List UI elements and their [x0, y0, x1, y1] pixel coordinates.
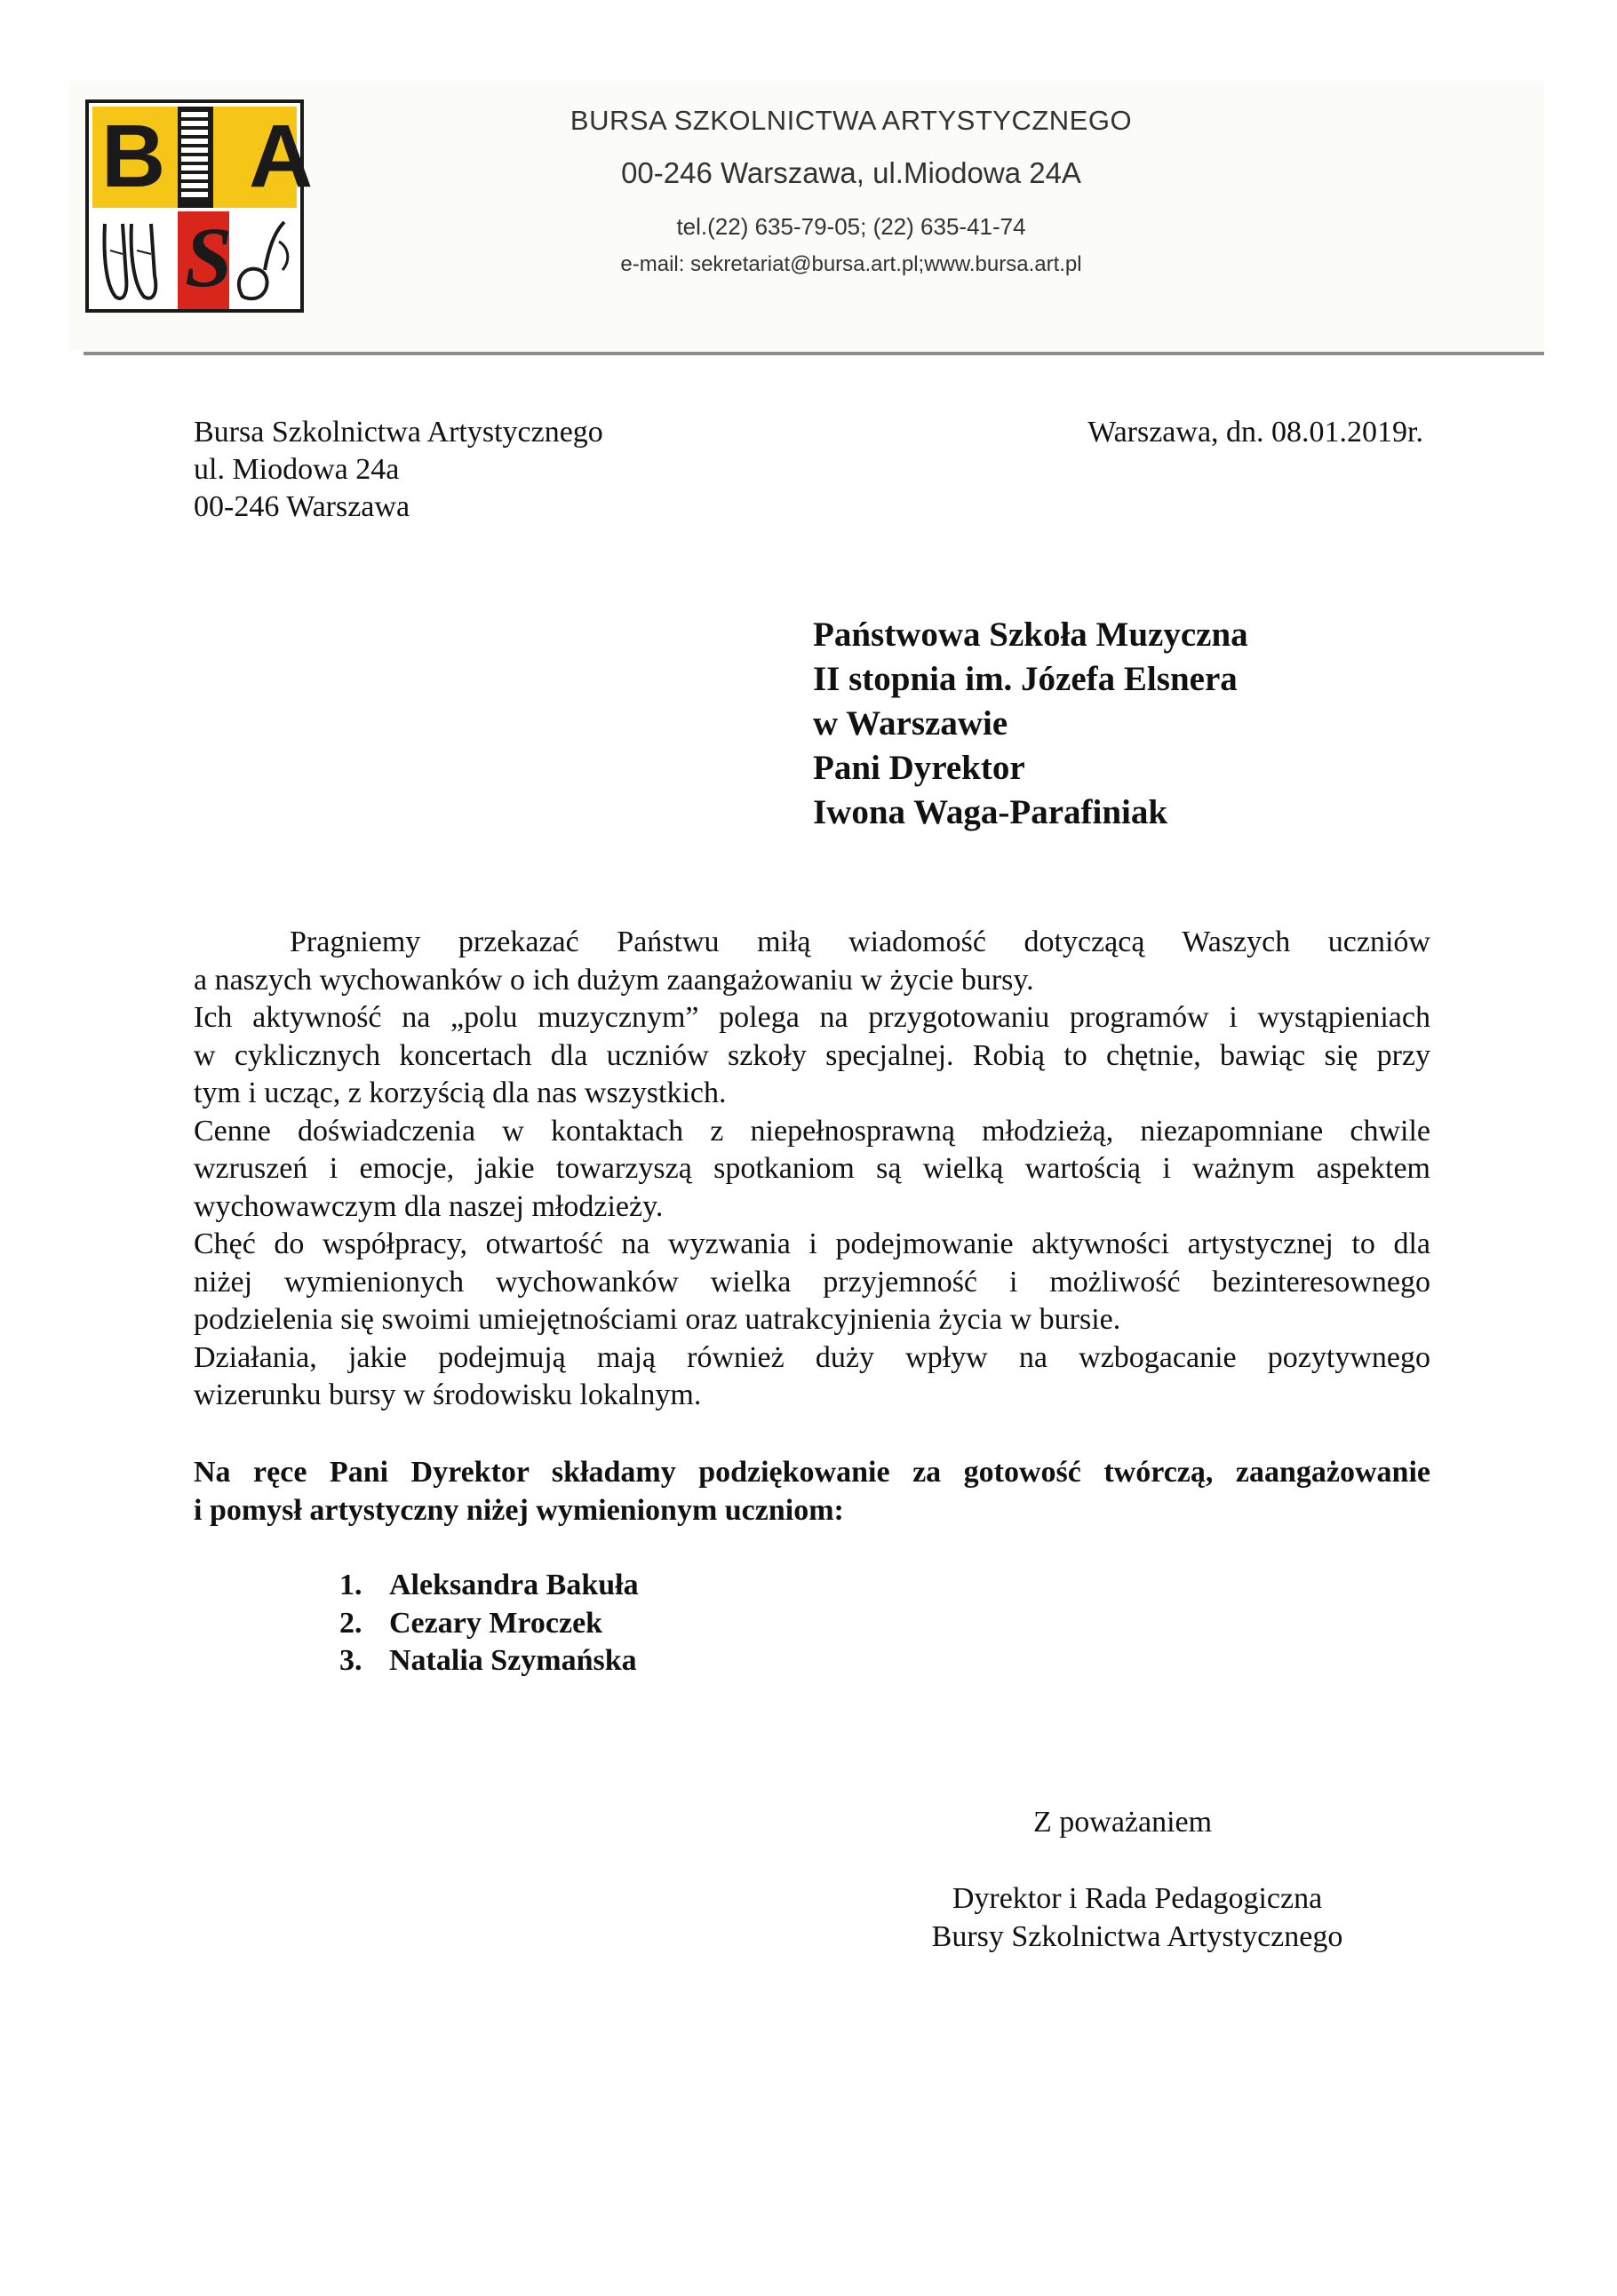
bsa-logo — [85, 99, 314, 313]
letterhead-phone: tel.(22) 635-79-05; (22) 635-41-74 — [676, 213, 1026, 240]
recipient-line: Państwowa Szkoła Muzyczna — [813, 616, 1248, 654]
thanks-line: i pomysł artystyczny niżej wymienionym uczniom: — [194, 1493, 844, 1527]
thanks-paragraph — [194, 1454, 1430, 1529]
signature-line: Bursy Szkolnictwa Artystycznego — [931, 1920, 1343, 1953]
body-line: tym i ucząc, z korzyścią dla nas wszystkich. — [194, 1076, 727, 1109]
thanks-line: Na ręce Pani Dyrektor składamy podziękowanie za gotowość twórczą, zaangażowanie — [194, 1456, 1430, 1489]
body-line: niżej wymienionych wychowanków wielka przyjemność i możliwość bezinteresownego — [194, 1265, 1430, 1299]
list-item — [339, 1642, 639, 1680]
piano-keys-icon — [181, 112, 208, 201]
body-line: Ich aktywność na „polu muzycznym” polega na przygotowaniu programów i wystąpieniach — [194, 1001, 1430, 1034]
letterhead-address: 00-246 Warszawa, ul.Miodowa 24A — [621, 156, 1081, 189]
sender-street: ul. Miodowa 24a — [194, 453, 400, 486]
recipient-line: Iwona Waga-Parafiniak — [813, 793, 1168, 831]
letterhead-institution: BURSA SZKOLNICTWA ARTYSTYCZNEGO — [570, 105, 1133, 136]
violin-sketch-icon — [229, 215, 300, 304]
closing: Z poważaniem — [1033, 1806, 1213, 1839]
logo-red-s: S — [178, 211, 229, 309]
body-line: a naszych wychowanków o ich dużym zaangażowaniu w życie bursy. — [194, 963, 1034, 997]
body-line: podzielenia się swoimi umiejętnościami oraz uatrakcyjnienia życia w bursie. — [194, 1303, 1121, 1336]
list-number: 2. — [339, 1606, 362, 1640]
sender-block — [194, 414, 603, 526]
letter-date: Warszawa, dn. 08.01.2019r. — [1087, 416, 1423, 449]
body-line: wychowawczym dla naszej młodzieży. — [194, 1189, 664, 1223]
letterhead-divider — [84, 352, 1544, 355]
body-line: wzruszeń i emocje, jakie towarzyszą spotkaniom są wielką wartością i ważnym aspektem — [194, 1152, 1430, 1185]
logo-tile-a: A — [195, 107, 297, 208]
body-line: wizerunku bursy w środowisku lokalnym. — [194, 1378, 702, 1411]
ballet-shoes-icon — [96, 215, 167, 304]
recipient-block — [813, 613, 1248, 835]
student-name: Natalia Szymańska — [389, 1644, 637, 1677]
signature-block — [888, 1879, 1386, 1956]
logo-tile-b: B — [92, 107, 194, 208]
sender-name: Bursa Szkolnictwa Artystycznego — [194, 416, 603, 449]
signature-line: Dyrektor i Rada Pedagogiczna — [952, 1882, 1323, 1915]
list-item — [339, 1567, 639, 1605]
body-text — [194, 924, 1430, 1415]
recipient-line: Pani Dyrektor — [813, 749, 1025, 787]
body-line: Cenne doświadczenia w kontaktach z niepełnosprawną młodzieżą, niezapomniane chwile — [194, 1114, 1430, 1148]
recipient-line: II stopnia im. Józefa Elsnera — [813, 660, 1238, 698]
list-number: 3. — [339, 1644, 362, 1677]
students-list — [339, 1567, 639, 1680]
list-item — [339, 1605, 639, 1643]
student-name: Aleksandra Bakuła — [389, 1569, 639, 1601]
recipient-line: w Warszawie — [813, 704, 1008, 743]
body-line: Działania, jakie podejmują mają również duży wpływ na wzbogacanie pozytywnego — [194, 1340, 1430, 1374]
sender-city: 00-246 Warszawa — [194, 490, 410, 523]
student-name: Cezary Mroczek — [389, 1606, 603, 1640]
body-line: w cyklicznych koncertach dla uczniów szkoły specjalnej. Robią to chętnie, bawiąc się przy — [194, 1038, 1430, 1072]
body-line: Chęć do współpracy, otwartość na wyzwania i podejmowanie aktywności artystycznej to dla — [194, 1227, 1430, 1260]
letterhead-email: e-mail: sekretariat@bursa.art.pl;www.bursa.art.pl — [620, 252, 1082, 276]
body-line: Pragniemy przekazać Państwu miłą wiadomość dotyczącą Waszych uczniów — [290, 926, 1430, 958]
letterhead — [69, 82, 1544, 350]
list-number: 1. — [339, 1569, 362, 1601]
